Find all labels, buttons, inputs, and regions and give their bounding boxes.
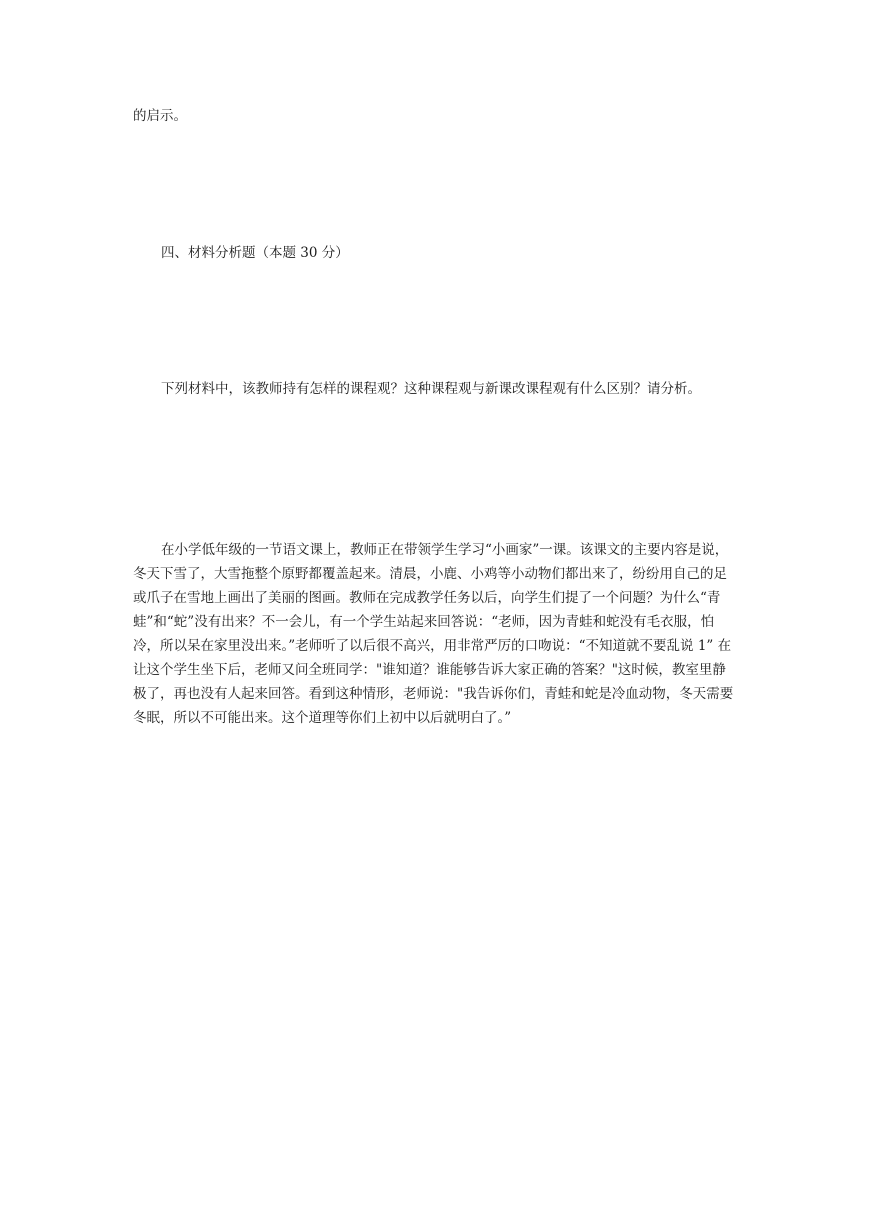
- section-heading: 四、材料分析题（本题 30 分）: [161, 245, 349, 261]
- continued-paragraph: 的启示。: [133, 108, 187, 124]
- material-paragraph: 在小学低年级的一节语文课上，教师正在带领学生学习“小画家”一课。该课文的主要内容是说，冬天下雪了，大雪拖整个原野都覆盖起来。清晨，小鹿、小鸡等小动物们都出来了，纷纷用自己的足或爪子在雪地上画出了美丽的图画。教师在完成教学任务以后，向学生们提了一个问题？为什么“青蛙”和“蛇”没有出来？不一会儿，有一个学生站起来回答说：“老师，因为青蛙和蛇没有毛衣服，怕冷，所以呆在家里没出来。”老师听了以后很不高兴，用非常严厉的口吻说：“不知道就不要乱说 1” 在让这个学生坐下后，老师又问全班同学："谁知道？谁能够告诉大家正确的答案？"这时候，教室里静极了，再也没有人起来回答。看到这种情形，老师说："我告诉你们，青蛙和蛇是冷血动物，冬天需要冬眠，所以不可能出来。这个道理等你们上初中以后就明白了。”: [133, 542, 734, 726]
- question-paragraph: 下列材料中，该教师持有怎样的课程观？这种课程观与新课改课程观有什么区别？请分析。: [161, 381, 701, 397]
